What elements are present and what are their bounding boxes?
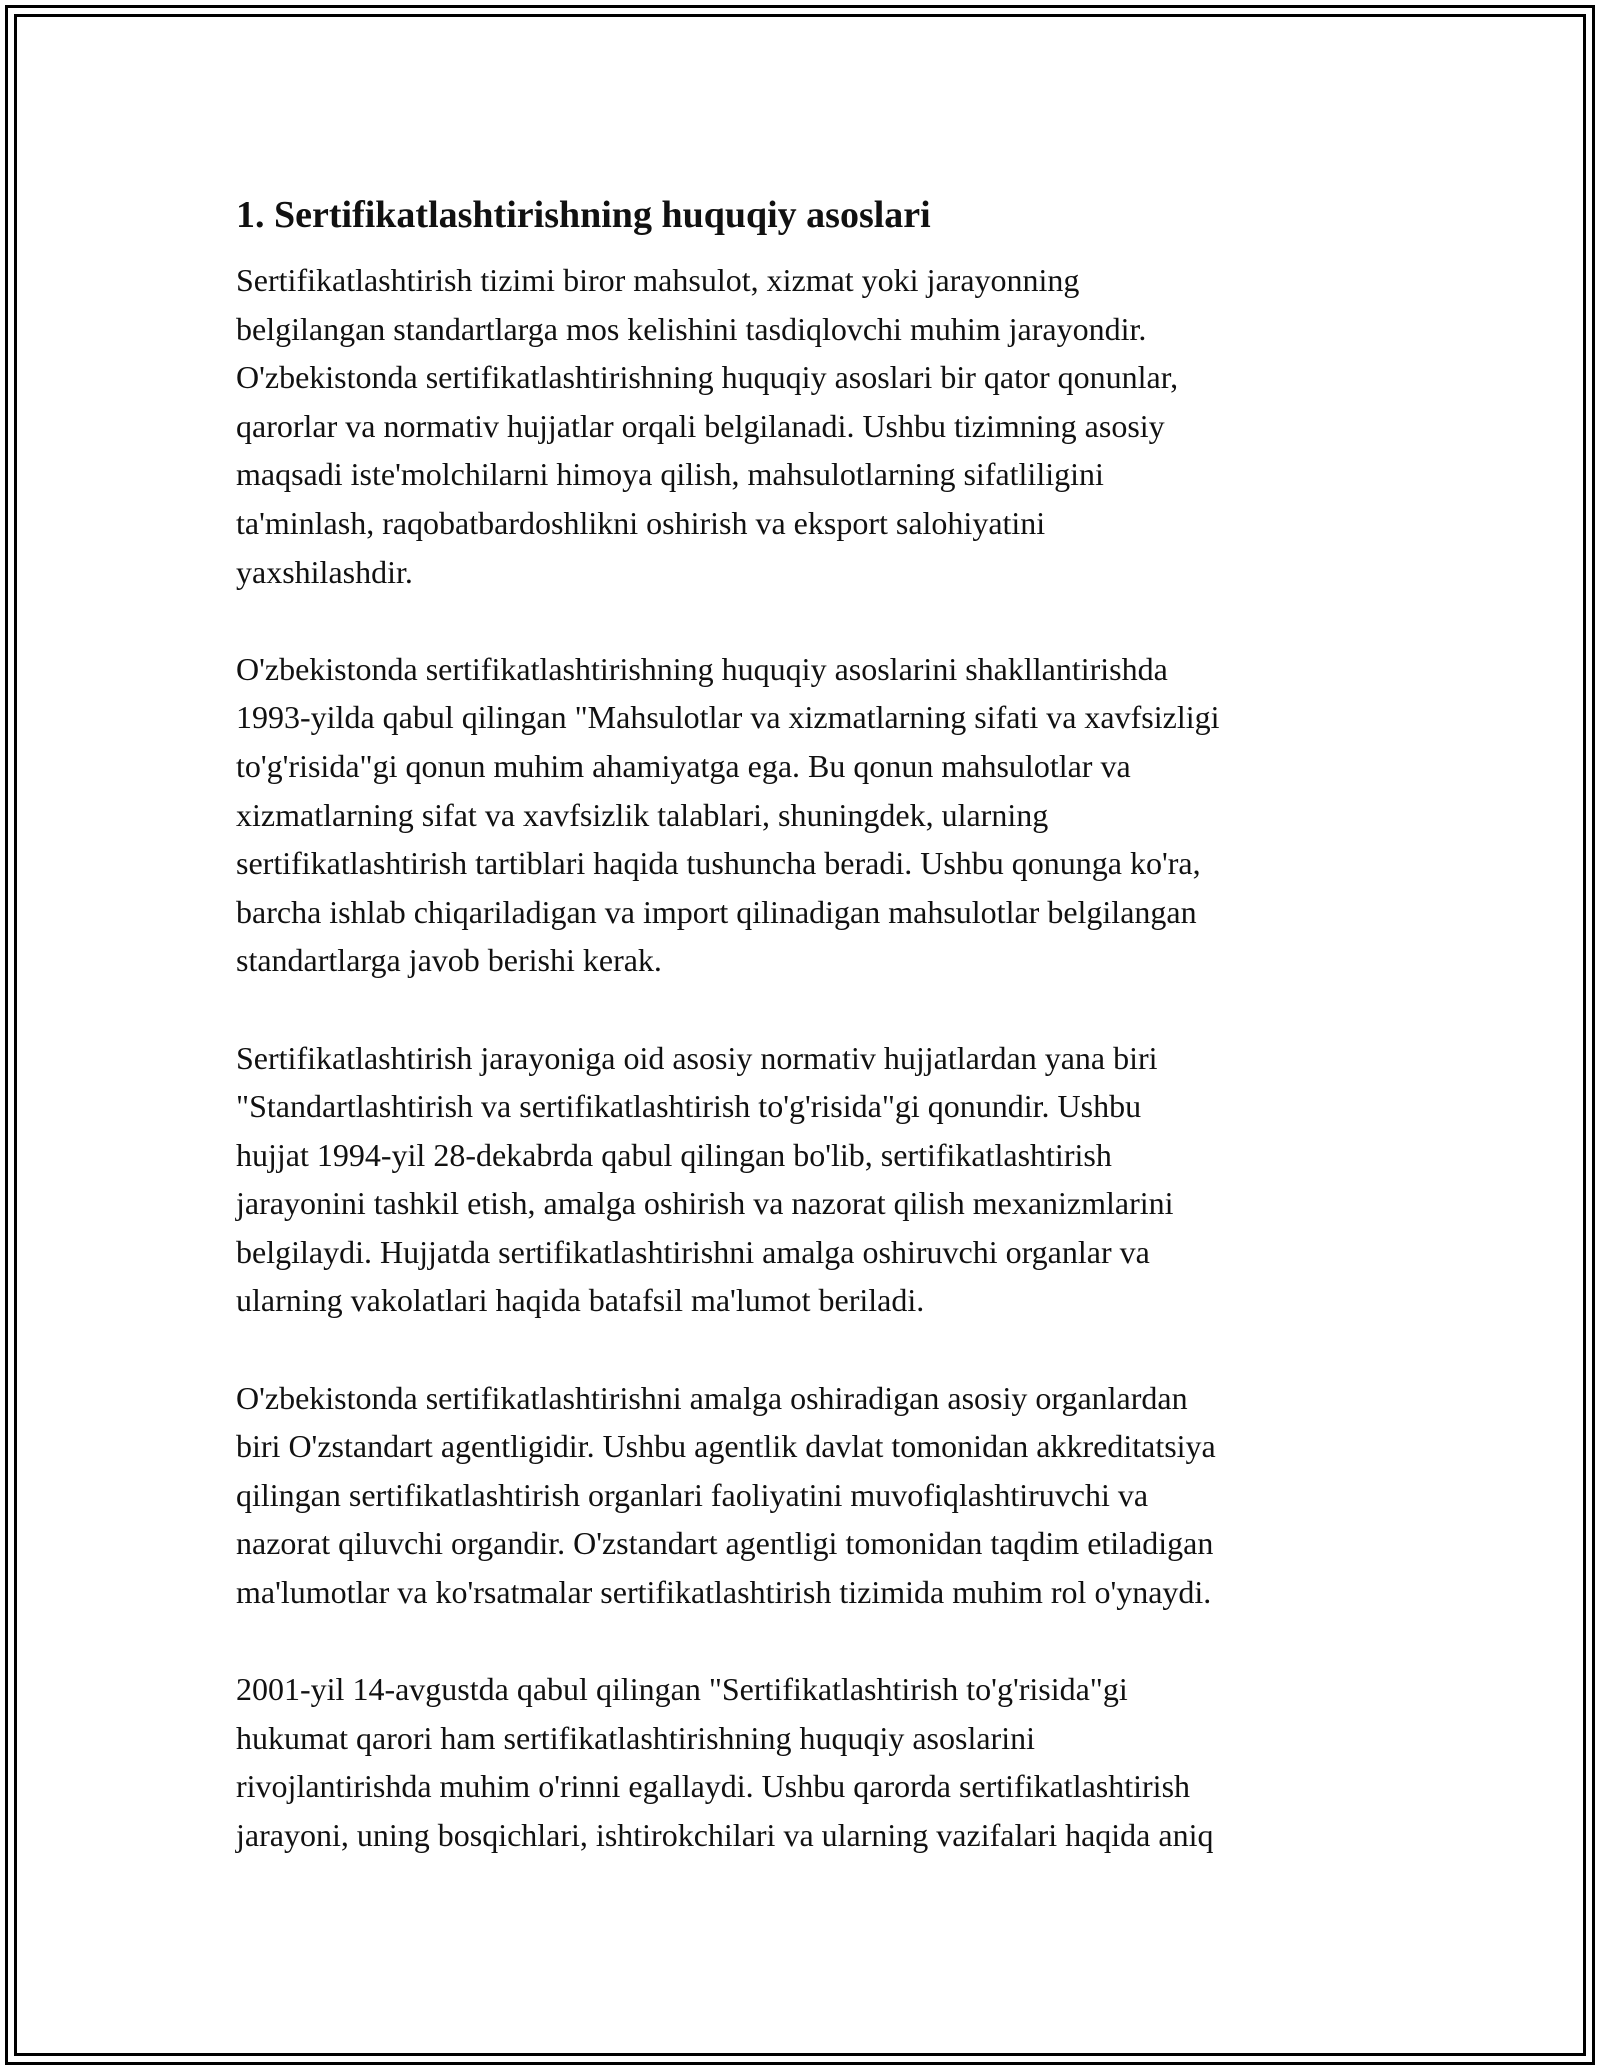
paragraph-3 xyxy=(236,1034,1376,1326)
paragraph-line: yaxshilashdir. xyxy=(236,553,413,590)
paragraph-line: rivojlantirishda muhim o'rinni egallaydi. Ushbu qarorda sertifikatlashtirish xyxy=(236,1768,1191,1805)
paragraph-line: "Standartlashtirish va sertifikatlashtirish to'g'risida"gi qonundir. Ushbu xyxy=(236,1088,1142,1125)
section-heading: 1. Sertifikatlashtirishning huquqiy asoslari xyxy=(236,194,931,236)
paragraph-line: belgilaydi. Hujjatda sertifikatlashtirishni amalga oshiruvchi organlar va xyxy=(236,1233,1150,1270)
paragraph-line: maqsadi iste'molchilarni himoya qilish, mahsulotlarning sifatliligini xyxy=(236,456,1104,493)
paragraph-line: jarayonini tashkil etish, amalga oshirish va nazorat qilish mexanizmlarini xyxy=(236,1185,1174,1222)
paragraph-line: biri O'zstandart agentligidir. Ushbu agentlik davlat tomonidan akkreditatsiya xyxy=(236,1428,1216,1465)
paragraph-1 xyxy=(236,256,1376,596)
paragraph-line: 2001-yil 14-avgustda qabul qilingan "Sertifikatlashtirish to'g'risida"gi xyxy=(236,1671,1128,1708)
paragraph-line: 1993-yilda qabul qilingan "Mahsulotlar va xizmatlarning sifati va xavfsizligi xyxy=(236,699,1220,736)
paragraph-line: O'zbekistonda sertifikatlashtirishning huquqiy asoslarini shakllantirishda xyxy=(236,650,1168,687)
paragraph-line: hukumat qarori ham sertifikatlashtirishning huquqiy asoslarini xyxy=(236,1719,1035,1756)
paragraph-line: nazorat qiluvchi organdir. O'zstandart agentligi tomonidan taqdim etiladigan xyxy=(236,1525,1214,1562)
document-body xyxy=(236,190,1376,1908)
paragraph-line: O'zbekistonda sertifikatlashtirishning huquqiy asoslari bir qator qonunlar, xyxy=(236,359,1179,396)
paragraph-4 xyxy=(236,1374,1376,1617)
paragraph-line: to'g'risida"gi qonun muhim ahamiyatga ega. Bu qonun mahsulotlar va xyxy=(236,747,1131,784)
paragraph-line: qarorlar va normativ hujjatlar orqali belgilanadi. Ushbu tizimning asosiy xyxy=(236,407,1165,444)
paragraph-line: O'zbekistonda sertifikatlashtirishni amalga oshiradigan asosiy organlardan xyxy=(236,1379,1188,1416)
paragraph-line: sertifikatlashtirish tartiblari haqida tushuncha beradi. Ushbu qonunga ko'ra, xyxy=(236,845,1201,882)
paragraph-line: standartlarga javob berishi kerak. xyxy=(236,942,662,979)
paragraph-line: barcha ishlab chiqariladigan va import qilinadigan mahsulotlar belgilangan xyxy=(236,893,1197,930)
paragraph-5 xyxy=(236,1665,1376,1859)
paragraph-line: jarayoni, uning bosqichlari, ishtirokchilari va ularning vazifalari haqida aniq xyxy=(236,1817,1214,1853)
paragraph-line: ularning vakolatlari haqida batafsil ma'lumot beriladi. xyxy=(236,1282,925,1319)
paragraph-line: Sertifikatlashtirish tizimi biror mahsulot, xizmat yoki jarayonning xyxy=(236,262,1080,298)
paragraph-line: belgilangan standartlarga mos kelishini tasdiqlovchi muhim jarayondir. xyxy=(236,310,1147,347)
paragraph-2 xyxy=(236,645,1376,985)
paragraph-line: hujjat 1994-yil 28-dekabrda qabul qilingan bo'lib, sertifikatlashtirish xyxy=(236,1136,1112,1173)
paragraph-line: ma'lumotlar va ko'rsatmalar sertifikatlashtirish tizimida muhim rol o'ynaydi. xyxy=(236,1574,1212,1611)
paragraph-line: xizmatlarning sifat va xavfsizlik talablari, shuningdek, ularning xyxy=(236,796,1049,833)
paragraph-line: qilingan sertifikatlashtirish organlari faoliyatini muvofiqlashtiruvchi va xyxy=(236,1476,1149,1513)
paragraph-line: ta'minlash, raqobatbardoshlikni oshirish va eksport salohiyatini xyxy=(236,504,1046,541)
paragraph-line: Sertifikatlashtirish jarayoniga oid asosiy normativ hujjatlardan yana biri xyxy=(236,1039,1158,1076)
